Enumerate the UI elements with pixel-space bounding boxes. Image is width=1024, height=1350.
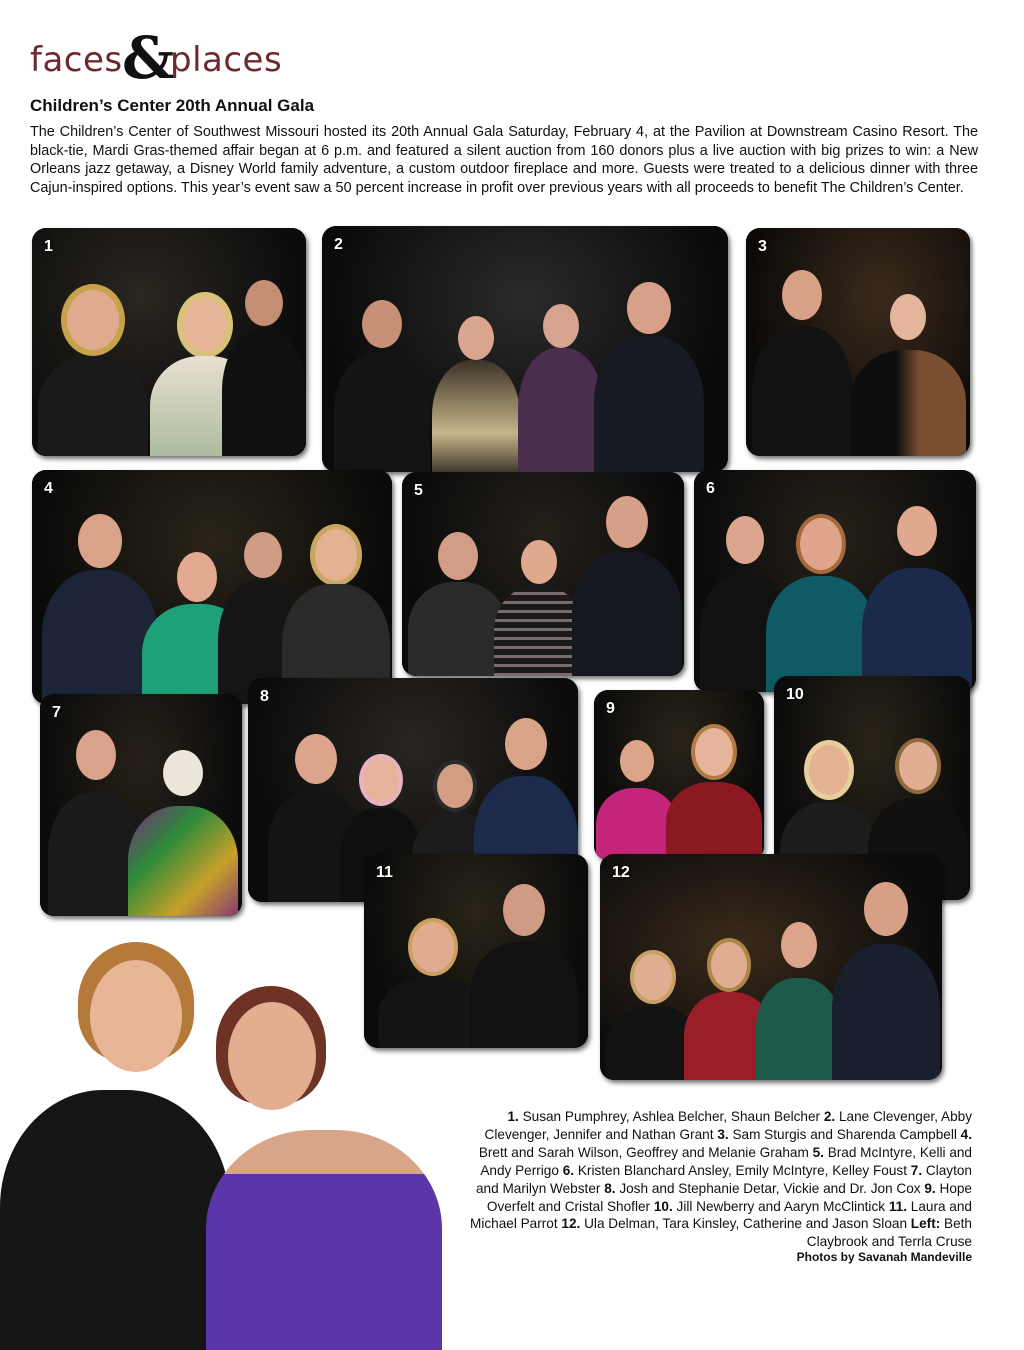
article-title: Children’s Center 20th Annual Gala	[30, 96, 315, 115]
logo-places-text: places	[170, 40, 283, 80]
photo-4	[32, 470, 392, 704]
faces-and-places-logo	[30, 24, 430, 92]
caption-number: 9.	[924, 1180, 936, 1196]
photo-8-number: 8	[260, 688, 269, 705]
photo-5-number: 5	[414, 482, 423, 499]
caption-number: 12.	[561, 1216, 581, 1232]
person-figure	[832, 870, 940, 1080]
person-figure	[862, 492, 972, 692]
person-figure	[38, 266, 148, 456]
photo-4-number: 4	[44, 480, 53, 497]
photo-2	[322, 226, 728, 472]
photo-credit: Photos by Savanah Mandeville	[796, 1250, 972, 1264]
person-figure	[756, 908, 842, 1080]
caption-number: 2.	[823, 1109, 836, 1124]
person-figure	[494, 516, 584, 676]
person-figure	[128, 726, 238, 916]
caption-names: Hope Overfelt and Cristal Shofler	[486, 1180, 972, 1214]
caption-number: 10.	[653, 1198, 673, 1214]
person-figure	[666, 710, 762, 860]
photo-1	[32, 228, 306, 456]
person-figure	[766, 498, 876, 692]
caption-number: 5.	[812, 1144, 824, 1160]
caption-number: 1.	[507, 1109, 519, 1124]
caption-names: Lane Clevenger, Abby Clevenger, Jennifer and Nathan Grant	[484, 1109, 972, 1142]
caption-names: Jill Newberry and Aaryn McClintick	[676, 1198, 886, 1214]
featured-cutout-photo	[0, 940, 450, 1334]
caption-number: Left:	[910, 1216, 941, 1232]
caption-number: 6.	[562, 1162, 575, 1178]
caption-names: Sam Sturgis and Sharenda Campbell	[732, 1126, 957, 1142]
logo-faces-text: faces	[30, 40, 123, 80]
caption-names: Beth Claybrook and Terrla Cruse	[806, 1216, 972, 1250]
person-figure	[334, 282, 430, 472]
person-figure	[594, 270, 704, 472]
photo-10-number: 10	[786, 686, 804, 703]
caption-number: 3.	[717, 1126, 729, 1142]
photo-6-number: 6	[706, 480, 715, 497]
caption-names: Ula Delman, Tara Kinsley, Catherine and Jason Sloan	[584, 1216, 908, 1232]
person-figure	[752, 256, 852, 456]
caption-names: Brad McIntyre, Kelli and Andy Perrigo	[480, 1144, 972, 1178]
photo-11-number: 11	[376, 864, 393, 881]
photo-3-number: 3	[758, 238, 767, 255]
photo-1-number: 1	[44, 238, 53, 255]
person-figure	[432, 302, 520, 472]
photo-12-number: 12	[612, 864, 630, 881]
person-figure	[850, 270, 966, 456]
photo-captions	[462, 1108, 972, 1251]
person-figure	[408, 510, 508, 676]
photo-5	[402, 472, 684, 676]
caption-names: Laura and Michael Parrot	[470, 1198, 972, 1232]
logo-ampersand: &	[122, 24, 175, 92]
photo-9	[594, 690, 764, 860]
caption-number: 8.	[604, 1180, 616, 1196]
photo-6	[694, 470, 976, 692]
article-intro: The Children’s Center of Southwest Missouri hosted its 20th Annual Gala Saturday, February 4, at the Pavilion at Downstream Casino Resort. The black-tie, Mardi Gras-themed affair began at 6 p.m. and featured a silent auction from 160 donors plus a live auction with big prizes to win: a New Orleans jazz getaway, a Disney World family adventure, a custom outdoor fireplace and more. Guests were treated to a delicious dinner with three Cajun-inspired options. This year’s event saw a 50 percent increase in profit over previous years with all proceeds to benefit The Children’s Center.	[30, 124, 978, 196]
photo-12	[600, 854, 942, 1080]
photo-7-number: 7	[52, 704, 61, 721]
person-figure	[42, 500, 158, 704]
photo-2-number: 2	[334, 236, 343, 253]
caption-number: 4.	[960, 1126, 972, 1142]
person-figure	[222, 266, 306, 456]
person-figure	[518, 286, 604, 472]
caption-number: 11.	[888, 1198, 907, 1214]
photo-3	[746, 228, 970, 456]
caption-number: 7.	[910, 1162, 923, 1178]
person-figure	[282, 504, 390, 704]
photo-7	[40, 694, 242, 916]
person-figure	[470, 874, 578, 1048]
caption-names: Clayton and Marilyn Webster	[476, 1162, 972, 1196]
caption-names: Brett and Sarah Wilson, Geoffrey and Melanie Graham	[478, 1144, 809, 1160]
photo-9-number: 9	[606, 700, 615, 717]
caption-names: Kristen Blanchard Ansley, Emily McIntyre, Kelley Foust	[577, 1162, 907, 1178]
person-figure	[572, 486, 682, 676]
caption-names: Josh and Stephanie Detar, Vickie and Dr. Jon Cox	[619, 1180, 921, 1196]
caption-names: Susan Pumphrey, Ashlea Belcher, Shaun Belcher	[522, 1109, 821, 1124]
